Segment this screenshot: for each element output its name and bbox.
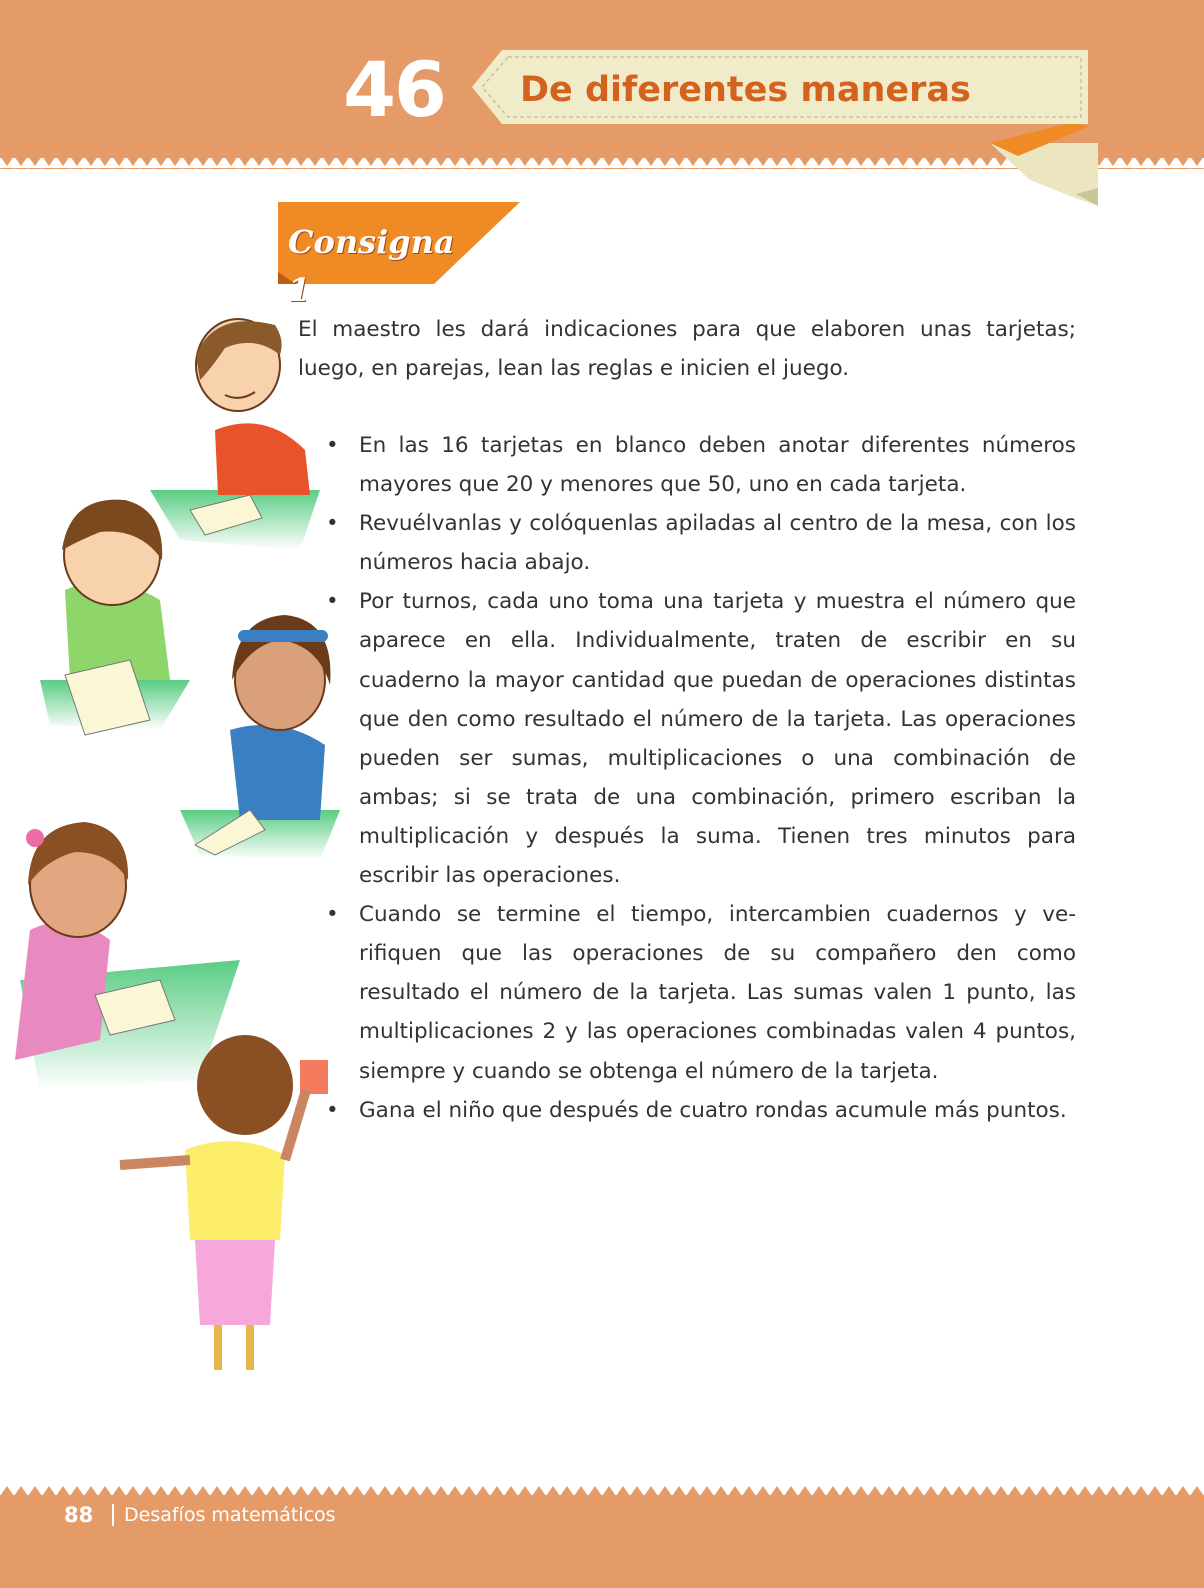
list-item <box>326 426 1076 504</box>
bullet-icon: • <box>326 511 339 537</box>
child-pink-dress-icon <box>15 822 240 1090</box>
bullet-icon: • <box>326 433 339 458</box>
list-item <box>326 504 1076 582</box>
rule-text: Gana el niño que después de cuatro rondas acumule más puntos. <box>359 1097 1067 1123</box>
section-label: Consigna 1 <box>288 223 455 309</box>
rule-text: Cuando se termine el tiempo, intercambien cuadernos y verifiquen que las operaciones de su compañero den como resultado el número de la tarjeta. Las sumas valen 1 punto, las multiplicaciones 2 y las operaciones combinadas valen 4 puntos, siempre y cuando se obtenga el número de la tarjeta. <box>359 902 1076 1084</box>
child-green-shirt-icon <box>40 500 190 735</box>
intro-paragraph: El maestro les dará indicaciones para que elaboren unas tarjetas; luego, en parejas, lean las reglas e inicien el juego. <box>298 317 1076 381</box>
page-number: 88 <box>64 1503 94 1527</box>
child-red-shirt-icon <box>150 319 320 550</box>
footer-divider <box>112 1504 114 1526</box>
rule-text: En las 16 tarjetas en blanco deben anotar diferentes números mayores que 20 y menores que 50, uno en cada tarjeta. <box>359 433 1076 498</box>
child-blue-dress-icon <box>180 615 340 860</box>
child-standing-yellow-icon <box>120 1035 328 1370</box>
bullet-icon: • <box>326 1097 339 1123</box>
rules-list <box>326 426 1076 1130</box>
list-item <box>326 582 1076 895</box>
lesson-number: 46 <box>343 45 445 134</box>
list-item <box>326 895 1076 1090</box>
rule-text: Por turnos, cada uno toma una tarjeta y muestra el número que aparece en ella. Individualmente, traten de escribir en su cuaderno la mayor cantidad que puedan de operaciones distintas que den como resultado el número de la tarjeta. Las operaciones pueden ser sumas, multiplicaciones o una combinación de ambas; si se trata de una combinación, primero escriban la multiplicación y después la suma. Tienen tres minutos para escribir las operaciones. <box>359 589 1076 889</box>
list-item <box>326 1091 1076 1130</box>
bullet-icon: • <box>326 589 339 615</box>
lesson-title: De diferentes maneras <box>520 70 971 110</box>
book-title: Desafíos matemáticos <box>124 1504 336 1526</box>
children-illustration <box>0 300 360 1400</box>
bullet-icon: • <box>326 902 339 928</box>
rule-text: Revuélvanlas y colóquenlas apiladas al centro de la mesa, con los números hacia abajo. <box>359 511 1076 576</box>
